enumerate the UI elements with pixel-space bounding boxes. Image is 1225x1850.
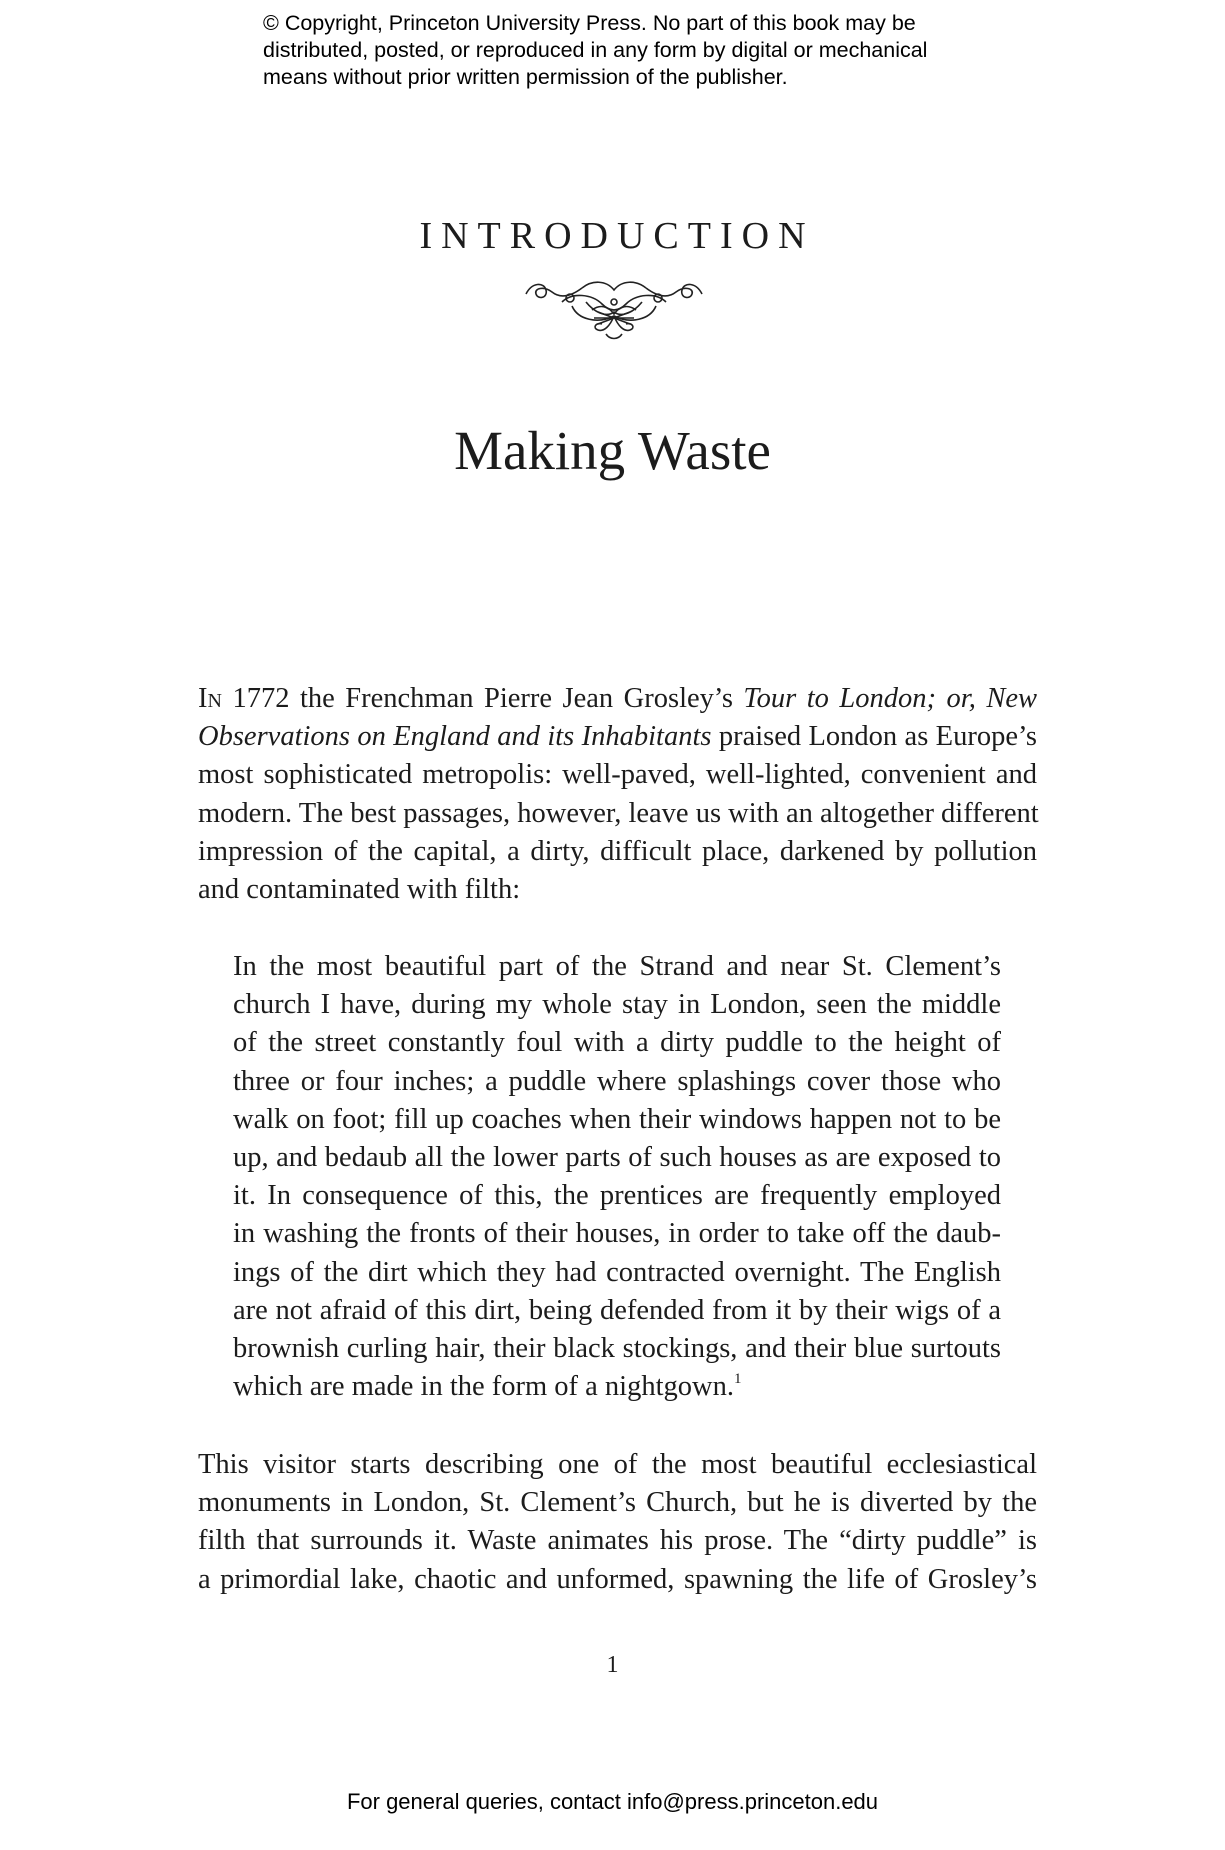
quote-line: of the street constantly foul with a dirty puddle to the height of (233, 1027, 1001, 1059)
footnote-reference[interactable]: 1 (733, 1371, 742, 1388)
paragraph-line: impression of the capital, a dirty, difficult place, darkened by pollution (198, 835, 1037, 867)
quote-line: In the most beautiful part of the Strand and near St. Clement’s (233, 951, 1001, 982)
copyright-line: © Copyright, Princeton University Press. No part of this book may be (263, 11, 916, 35)
quote-line: in washing the fronts of their houses, in order to take off the daub- (233, 1218, 1001, 1250)
quote-line: church I have, during my whole stay in London, seen the middle (233, 989, 1001, 1021)
dropcap-word: In (198, 683, 222, 714)
opening-paragraph (198, 680, 1037, 909)
block-quote (233, 948, 1001, 1406)
page-number: 1 (606, 1652, 619, 1678)
paragraph-line: monuments in London, St. Clement’s Church, but he is diverted by the (198, 1487, 1037, 1519)
quote-line: are not afraid of this dirt, being defended from it by their wigs of a (233, 1294, 1001, 1326)
quote-line: up, and bedaub all the lower parts of such houses as are exposed to (233, 1141, 1001, 1173)
chapter-label: INTRODUCTION (419, 215, 815, 257)
quote-line: three or four inches; a puddle where splashings cover those who (233, 1065, 1001, 1097)
body-paragraph (198, 1446, 1037, 1599)
quote-line: it. In consequence of this, the prentices are frequently employed (233, 1180, 1001, 1212)
copyright-line: distributed, posted, or reproduced in any form by digital or mechanical (263, 38, 928, 62)
paragraph-line: filth that surrounds it. Waste animates his prose. The “dirty puddle” is (198, 1525, 1037, 1557)
quote-line: brownish curling hair, their black stockings, and their blue surtouts (233, 1332, 1001, 1364)
quote-line: ings of the dirt which they had contracted overnight. The English (233, 1256, 1001, 1288)
paragraph-line: and contaminated with filth: (198, 873, 521, 905)
paragraph-line: In 1772 the Frenchman Pierre Jean Grosley’s Tour to London; or, New (198, 683, 1037, 714)
paragraph-line: modern. The best passages, however, leave us with an altogether different (198, 797, 1039, 829)
quote-line: which are made in the form of a nightgown.$^1$ (233, 1371, 742, 1403)
contact-footer: For general queries, contact info@press.princeton.edu (346, 1789, 879, 1814)
chapter-title: Making Waste (454, 420, 771, 481)
copyright-notice (263, 10, 1023, 91)
copyright-line: means without prior written permission of the publisher. (263, 65, 788, 89)
quote-line: walk on foot; fill up coaches when their windows happen not to be (233, 1103, 1001, 1135)
flourish-ornament-icon (522, 272, 706, 342)
paragraph-line: most sophisticated metropolis: well-paved, well-lighted, convenient and (198, 759, 1037, 791)
paragraph-line: This visitor starts describing one of the most beautiful ecclesiastical (198, 1449, 1037, 1480)
paragraph-line: Observations on England and its Inhabitants praised London as Europe’s (198, 721, 1037, 753)
paragraph-line: a primordial lake, chaotic and unformed, spawning the life of Grosley’s (198, 1563, 1037, 1595)
